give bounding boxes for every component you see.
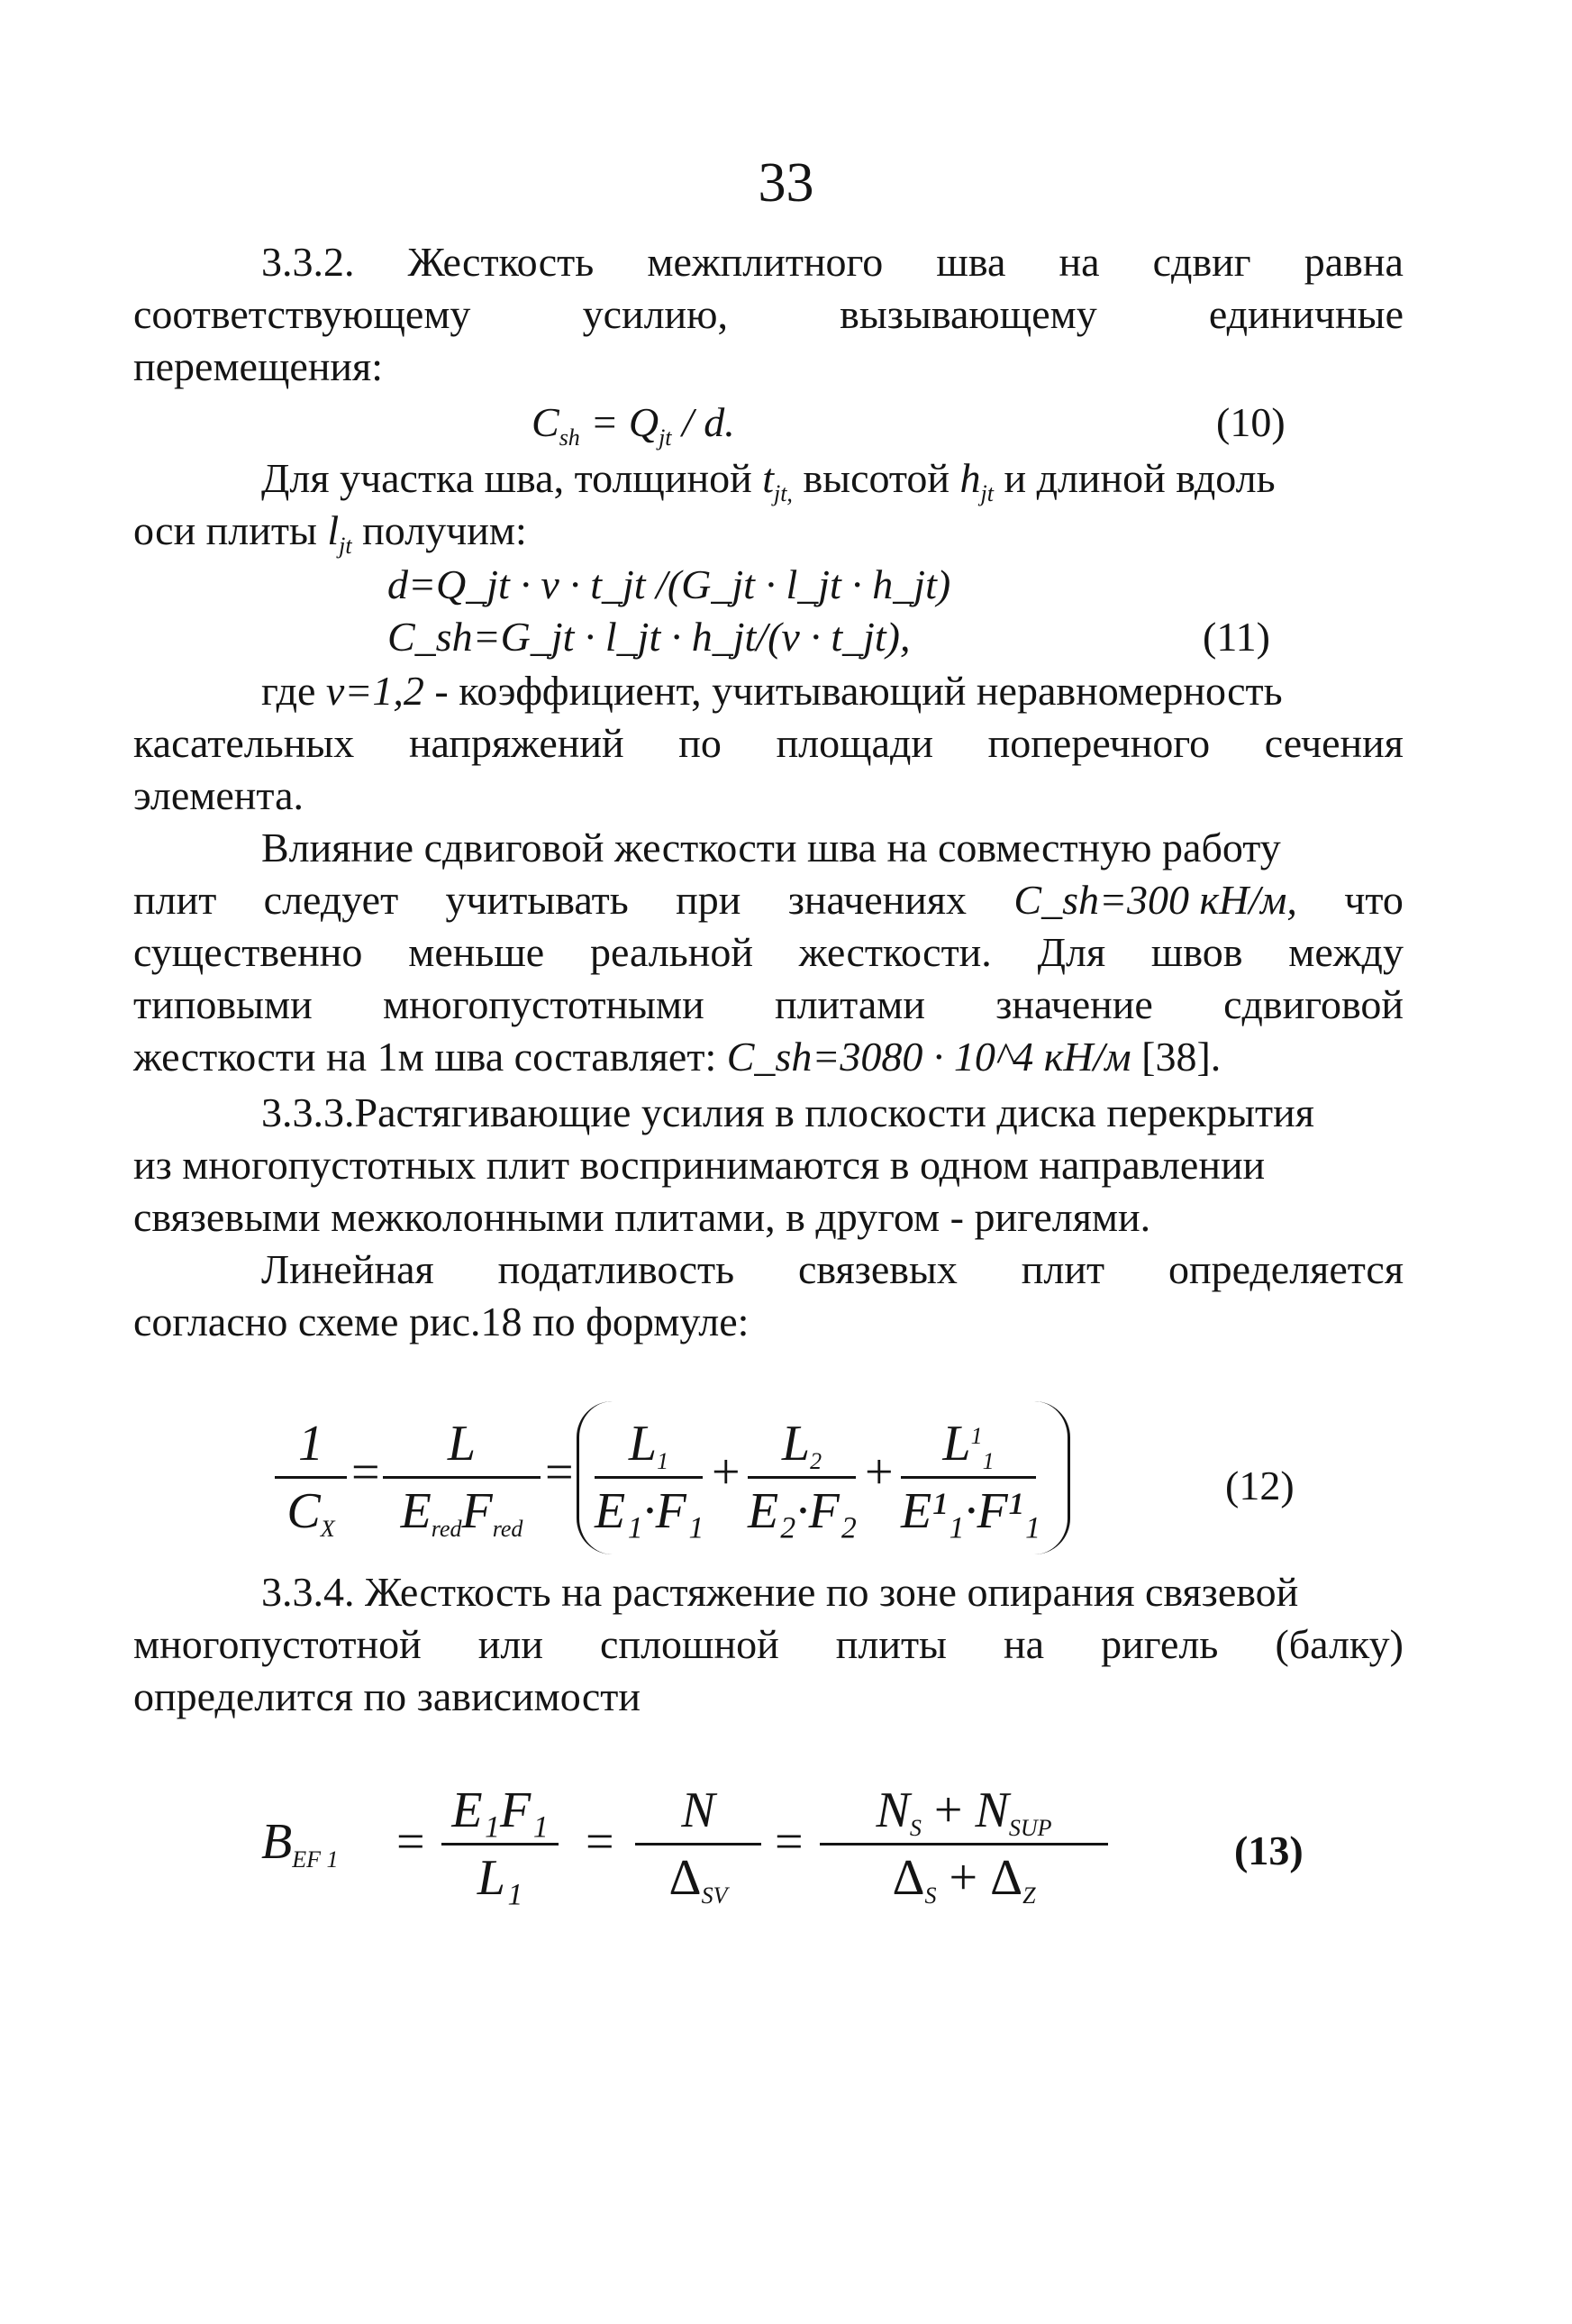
word: существенно [133, 929, 363, 975]
word: между [1288, 929, 1404, 975]
word: значениях [787, 877, 968, 923]
frac-1-cx: 1 $C_X$ [275, 1413, 347, 1542]
s334-line1: 3.3.4. Жесткость на растяжение по зоне опирания связевой [261, 1569, 1299, 1615]
influence-line2 [133, 874, 1404, 926]
word: Жесткость [407, 239, 595, 285]
word: сдвиговой [1223, 981, 1404, 1027]
seam-line1: Для участка шва, толщиной $t_{jt,}$ высотой $h_{jt}$ и длиной вдоль [261, 455, 1276, 506]
s332-line1 [261, 236, 1404, 288]
word: площади [776, 720, 933, 766]
frac-ns-nsup: $N_S + N_{SUP}$ $\Delta_S + \Delta_Z$ [820, 1780, 1108, 1909]
word: плиты [835, 1621, 947, 1667]
word: по [678, 720, 722, 766]
word: Линейная [261, 1246, 434, 1292]
word: плитами [774, 981, 925, 1027]
word: ригель [1101, 1621, 1219, 1667]
word: значение [995, 981, 1153, 1027]
influence-line1: Влияние сдвиговой жесткости шва на совместную работу [261, 825, 1281, 870]
linear-line2: согласно схеме рис.18 по формуле: [133, 1299, 750, 1344]
word: вызывающему [840, 291, 1097, 337]
s333-line1: 3.3.3.Растягивающие усилия в плоскости диска перекрытия [261, 1089, 1314, 1135]
frac-L-EF: L $E_{red}F_{red}$ [383, 1413, 541, 1542]
word: швов [1150, 929, 1243, 975]
word: усилию, [582, 291, 729, 337]
word: жесткости. [798, 929, 992, 975]
b-ef1: $B_{EF 1}$ [261, 1814, 339, 1873]
linear-line1 [261, 1244, 1404, 1296]
word: плит [1021, 1246, 1105, 1292]
word: единичные [1208, 291, 1404, 337]
word: сдвиг [1152, 239, 1251, 285]
word: шва [936, 239, 1006, 285]
equation-10-number: (10) [1216, 399, 1286, 445]
word: поперечного [987, 720, 1211, 766]
influence-line4 [133, 979, 1404, 1031]
equation-10: $C_{sh} = Q_{jt} / d$. [532, 399, 735, 451]
coef-line1: где v=1,2 - коэффициент, учитывающий неравномерность [261, 668, 1283, 714]
word: связевых [797, 1246, 958, 1292]
word: на [1059, 239, 1100, 285]
word: сплошной [600, 1621, 779, 1667]
word: межплитного [647, 239, 884, 285]
word: Для [1037, 929, 1106, 975]
s333-line3: связевыми межколонными плитами, в другом - ригелями. [133, 1194, 1151, 1240]
frac-L1: $L_1$ E₁·F₁ [595, 1416, 704, 1539]
equals-sign: = [775, 1814, 804, 1870]
word: реальной [589, 929, 753, 975]
word: типовыми [133, 981, 313, 1027]
s332-line2 [133, 288, 1404, 341]
equals-sign: = [586, 1814, 614, 1870]
frac-L2: $L_2$ E₂·F₂ [748, 1416, 858, 1539]
word: учитывать [445, 877, 629, 923]
word: что [1344, 877, 1404, 923]
equation-12-number: (12) [1225, 1463, 1295, 1508]
word: следует [263, 877, 399, 923]
s334-line2 [133, 1618, 1404, 1671]
equation-11: C_sh=G_jt · l_jt · h_jt/(v · t_jt), [387, 614, 911, 660]
plus-sign: + [712, 1445, 741, 1500]
word: на [1004, 1621, 1045, 1667]
frac-n-dsv: N $\Delta_{SV}$ [635, 1780, 761, 1909]
word: при [676, 877, 741, 923]
word: соответствующему [133, 291, 471, 337]
influence-line5: жесткости на 1м шва составляет: C_sh=3080 · 10^4 кН/м [38]. [133, 1034, 1222, 1080]
word: (балку) [1275, 1621, 1404, 1667]
s333-line2: из многопустотных плит воспринимаются в одном направлении [133, 1142, 1266, 1188]
word: плит [133, 877, 217, 923]
word: C_sh=300 кН/м, [1013, 877, 1297, 923]
s332-line3: перемещения: [133, 343, 383, 389]
page-number: 33 [758, 152, 814, 214]
coef-line2 [133, 717, 1404, 770]
word: податливость [497, 1246, 735, 1292]
equals-sign: = [351, 1445, 380, 1500]
equation-11-number: (11) [1203, 614, 1270, 660]
word: равна [1304, 239, 1404, 285]
word: касательных [133, 720, 355, 766]
equals-sign: = [545, 1445, 574, 1500]
word: или [477, 1621, 543, 1667]
seam-line2: оси плиты $l_{jt}$ получим: [133, 507, 527, 559]
word: многопустотными [382, 981, 704, 1027]
word: меньше [408, 929, 545, 975]
influence-line3 [133, 926, 1404, 979]
word: сечения [1264, 720, 1404, 766]
word: определяется [1168, 1246, 1404, 1292]
right-paren [1031, 1401, 1070, 1554]
word: 3.3.2. [261, 239, 355, 285]
equals-sign: = [396, 1814, 425, 1870]
coef-line3: элемента. [133, 772, 304, 818]
word: напряжений [408, 720, 624, 766]
s334-line3: определится по зависимости [133, 1673, 641, 1719]
equation-d: d=Q_jt · v · t_jt /(G_jt · l_jt · h_jt) [387, 561, 951, 607]
frac-L11: $L^1_1$ E¹₁·F¹₁ [901, 1416, 1040, 1539]
plus-sign: + [865, 1445, 894, 1500]
equation-13-number: (13) [1234, 1827, 1304, 1873]
word: многопустотной [133, 1621, 422, 1667]
frac-e1f1-l1: E₁F₁ L₁ [441, 1780, 559, 1909]
